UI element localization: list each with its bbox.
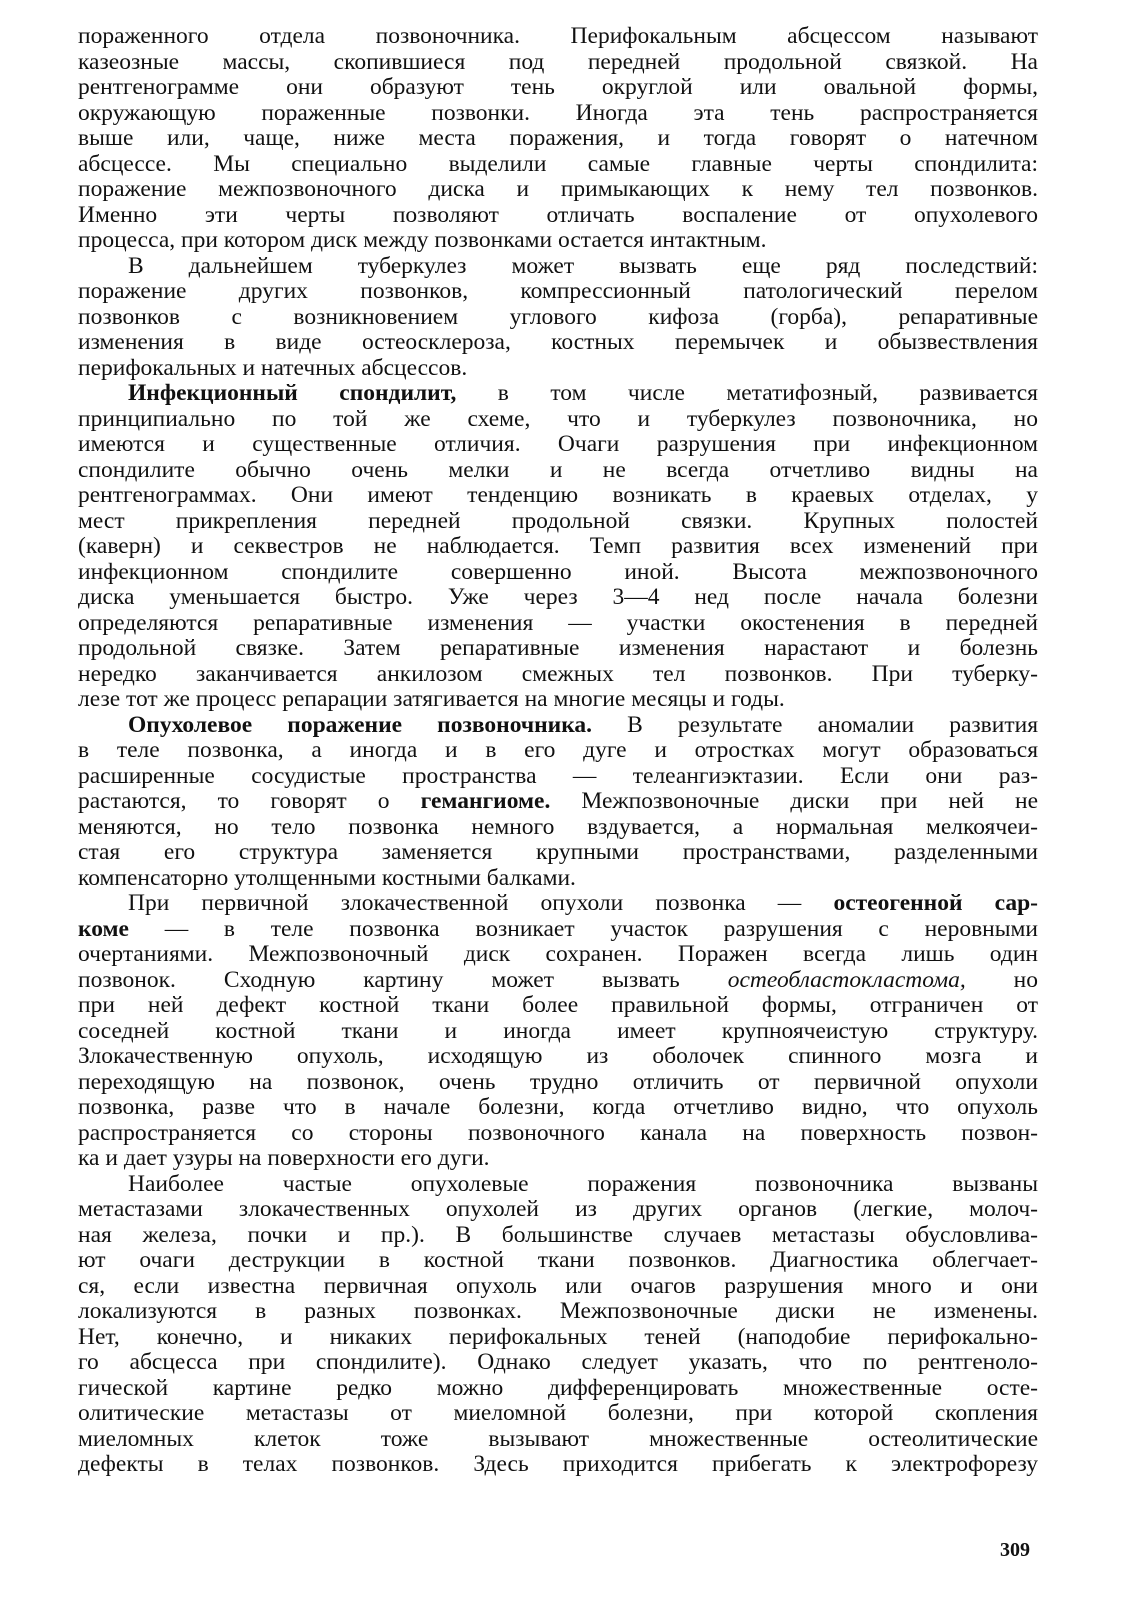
text-run: но	[965, 967, 1038, 993]
text-line	[78, 917, 1038, 943]
text-line	[78, 381, 1038, 407]
text-run: лезе тот же процесс репарации затягивается на многие месяцы и годы.	[78, 687, 785, 712]
text-line	[78, 24, 1038, 50]
text-run: мест прикрепления передней продольной связки. Крупных полостей	[78, 508, 1038, 534]
text-line	[78, 1146, 1038, 1172]
text-run: Злокачественную опухоль, исходящую из оболочек спинного мозга и	[78, 1044, 1038, 1069]
text-run: спондилите обычно очень мелки и не всегда отчетливо видны на	[78, 457, 1038, 483]
text-run: го абсцесса при спондилите). Однако следует указать, что по рентгеноло-	[78, 1350, 1038, 1375]
text-line	[78, 458, 1038, 484]
text-run: Нет, конечно, и никаких перифокальных теней (наподобие перифокально-	[78, 1324, 1038, 1350]
text-line	[78, 560, 1038, 586]
text-run: имеются и существенные отличия. Очаги разрушения при инфекционном	[78, 432, 1038, 457]
text-line	[78, 1070, 1038, 1096]
text-run: компенсаторно утолщенными костными балками.	[78, 865, 576, 891]
text-line	[78, 432, 1038, 458]
paragraph-spondylitis-continuation	[78, 24, 1038, 254]
text-run: в теле позвонка, а иногда и в его дуге и отростках могут образоваться	[78, 738, 1038, 763]
text-line	[78, 815, 1038, 841]
bold-term: коме	[78, 916, 129, 942]
text-run: меняются, но тело позвонка немного вздувается, а нормальная мелкоячеи-	[78, 814, 1038, 840]
text-run: В результате аномалии развития	[592, 712, 1038, 738]
text-run: позвонок. Сходную картину может вызвать	[78, 967, 728, 993]
text-line	[78, 1223, 1038, 1249]
italic-term: остеобластокластома,	[727, 967, 966, 993]
text-line	[78, 891, 1038, 917]
text-run: распространяется со стороны позвоночного канала на поверхность позвон-	[78, 1120, 1038, 1146]
text-line	[78, 534, 1038, 560]
text-run: поражение других позвонков, компрессионный патологический перелом	[78, 279, 1038, 304]
text-run: продольной связке. Затем репаративные изменения нарастают и болезнь	[78, 636, 1038, 661]
text-line	[78, 662, 1038, 688]
text-run: перифокальных и натечных абсцессов.	[78, 355, 468, 381]
text-run: (каверн) и секвестров не наблюдается. Темп развития всех изменений при	[78, 534, 1038, 559]
text-run: пораженного отдела позвоночника. Перифокальным абсцессом называют	[78, 24, 1038, 49]
text-line	[78, 126, 1038, 152]
text-run: расширенные сосудистые пространства — телеангиэктазии. Если они раз-	[78, 763, 1038, 789]
text-run: Межпозвоночные диски при ней не	[550, 789, 1038, 814]
text-line	[78, 1427, 1038, 1453]
text-line	[78, 611, 1038, 637]
text-run: в том числе метатифозный, развивается	[456, 381, 1038, 406]
text-run: — в теле позвонка возникает участок разрушения с неровными	[128, 916, 1038, 942]
text-run: рентгенограмме они образуют тень округлой или овальной формы,	[78, 75, 1038, 100]
text-line	[78, 1376, 1038, 1402]
text-run: выше или, чаще, ниже места поражения, и тогда говорят о натечном	[78, 126, 1038, 151]
text-line	[78, 1325, 1038, 1351]
text-line	[78, 1019, 1038, 1045]
text-run: локализуются в разных позвонках. Межпозвоночные диски не изменены.	[78, 1299, 1038, 1324]
paragraph-osteogenic-sarcoma	[78, 891, 1038, 1172]
text-line	[78, 279, 1038, 305]
text-line	[78, 993, 1038, 1019]
text-run: стая его структура заменяется крупными пространствами, разделенными	[78, 840, 1038, 865]
bold-term: остеогенной сар-	[833, 891, 1038, 916]
text-run: Именно эти черты позволяют отличать воспаление от опухолевого	[78, 202, 1038, 228]
text-line	[78, 585, 1038, 611]
text-line	[78, 1172, 1038, 1198]
text-line	[78, 483, 1038, 509]
page-text-block	[78, 24, 1038, 1478]
text-line	[78, 305, 1038, 331]
text-line	[78, 203, 1038, 229]
text-run: Наиболее частые опухолевые поражения позвоночника вызваны	[128, 1171, 1038, 1197]
text-run: соседней костной ткани и иногда имеет крупноячеистую структуру.	[78, 1018, 1038, 1044]
text-line	[78, 1197, 1038, 1223]
text-run: В дальнейшем туберкулез может вызвать еще ряд последствий:	[128, 253, 1038, 279]
paragraph-infectious-spondylitis	[78, 381, 1038, 713]
text-line	[78, 1401, 1038, 1427]
text-line	[78, 1095, 1038, 1121]
text-run: олитические метастазы от миеломной болезни, при которой скопления	[78, 1401, 1038, 1426]
text-line	[78, 1274, 1038, 1300]
text-run: миеломных клеток тоже вызывают множественные остеолитические	[78, 1426, 1038, 1452]
text-run: очертаниями. Межпозвоночный диск сохранен. Поражен всегда лишь один	[78, 942, 1038, 967]
text-run: дефекты в телах позвонков. Здесь приходится прибегать к электрофорезу	[78, 1452, 1038, 1477]
text-line	[78, 968, 1038, 994]
text-run: принципиально по той же схеме, что и туберкулез позвоночника, но	[78, 406, 1038, 432]
text-line	[78, 152, 1038, 178]
bold-term: Опухолевое поражение позвоночника.	[128, 712, 593, 738]
text-run: изменения в виде остеосклероза, костных перемычек и обызвествления	[78, 330, 1038, 355]
text-run: процесса, при котором диск между позвонками остается интактным.	[78, 228, 767, 253]
text-run: позвонков с возникновением углового кифоза (горба), репаративные	[78, 304, 1038, 330]
text-run: рентгенограммах. Они имеют тенденцию возникать в краевых отделах, у	[78, 483, 1038, 508]
text-run: ся, если известна первичная опухоль или очагов разрушения много и они	[78, 1273, 1038, 1299]
text-line	[78, 687, 1038, 713]
text-line	[78, 738, 1038, 764]
text-run: казеозные массы, скопившиеся под передней продольной связкой. На	[78, 49, 1038, 75]
text-run: нередко заканчивается анкилозом смежных тел позвонков. При туберку-	[78, 661, 1038, 687]
text-line	[78, 866, 1038, 892]
text-line	[78, 254, 1038, 280]
text-line	[78, 840, 1038, 866]
text-line	[78, 177, 1038, 203]
text-line	[78, 330, 1038, 356]
bold-term: гемангиоме.	[420, 789, 551, 814]
text-run: переходящую на позвонок, очень трудно отличить от первичной опухоли	[78, 1069, 1038, 1095]
text-line	[78, 228, 1038, 254]
text-line	[78, 101, 1038, 127]
text-run: ют очаги деструкции в костной ткани позвонков. Диагностика облегчает-	[78, 1248, 1038, 1273]
text-line	[78, 1299, 1038, 1325]
text-run: позвонка, разве что в начале болезни, когда отчетливо видно, что опухоль	[78, 1095, 1038, 1120]
text-run: ная железа, почки и пр.). В большинстве случаев метастазы обусловлива-	[78, 1222, 1038, 1248]
paragraph-metastases	[78, 1172, 1038, 1478]
text-line	[78, 407, 1038, 433]
text-line	[78, 942, 1038, 968]
text-run: растаются, то говорят о	[78, 789, 421, 814]
text-run: метастазами злокачественных опухолей из других органов (легкие, молоч-	[78, 1197, 1038, 1222]
text-line	[78, 509, 1038, 535]
text-line	[78, 1452, 1038, 1478]
text-line	[78, 1044, 1038, 1070]
text-run: при ней дефект костной ткани более правильной формы, отграничен от	[78, 993, 1038, 1018]
text-run: определяются репаративные изменения — участки окостенения в передней	[78, 610, 1038, 636]
text-run: диска уменьшается быстро. Уже через 3—4 нед после начала болезни	[78, 585, 1038, 610]
text-run: ка и дает узуры на поверхности его дуги.	[78, 1146, 490, 1171]
text-run: гической картине редко можно дифференцировать множественные осте-	[78, 1375, 1038, 1401]
text-line	[78, 75, 1038, 101]
text-line	[78, 1350, 1038, 1376]
text-line	[78, 713, 1038, 739]
text-line	[78, 789, 1038, 815]
text-line	[78, 1248, 1038, 1274]
text-line	[78, 356, 1038, 382]
text-run: инфекционном спондилите совершенно иной. Высота межпозвоночного	[78, 559, 1038, 585]
paragraph-tuberculosis-consequences	[78, 254, 1038, 382]
text-run: поражение межпозвоночного диска и примыкающих к нему тел позвонков.	[78, 177, 1038, 202]
text-line	[78, 1121, 1038, 1147]
text-run: При первичной злокачественной опухоли позвонка —	[128, 891, 834, 916]
bold-term: Инфекционный спондилит,	[128, 381, 457, 406]
text-line	[78, 764, 1038, 790]
text-run: абсцессе. Мы специально выделили самые главные черты спондилита:	[78, 151, 1038, 177]
paragraph-tumor-lesion	[78, 713, 1038, 892]
text-line	[78, 636, 1038, 662]
text-line	[78, 50, 1038, 76]
text-run: окружающую пораженные позвонки. Иногда эта тень распространяется	[78, 100, 1038, 126]
page-number: 309	[1000, 1539, 1030, 1561]
